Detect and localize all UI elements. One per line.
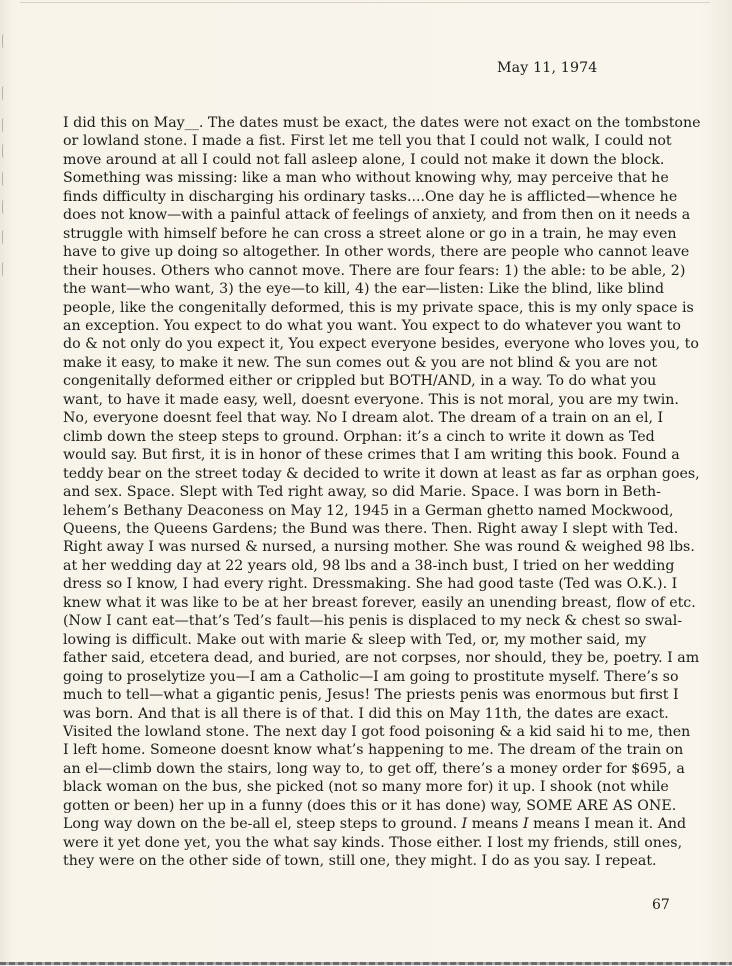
text-line: finds difficulty in discharging his ordinary tasks....One day he is afflicted—whence he [63, 188, 678, 205]
text-line: an el—climb down the stairs, long way to, to get off, there’s a money order for $695, a [63, 760, 685, 777]
text-line: Right away I was nursed & nursed, a nursing mother. She was round & weighed 98 lbs. [63, 539, 695, 556]
text-fragment: means [467, 816, 523, 833]
page-bottom-edge [0, 962, 732, 965]
text-line: Queens, the Queens Gardens; the Bund was there. Then. Right away I slept with Ted. [63, 520, 679, 537]
text-line: want, to have it made easy, well, doesnt everyone. This is not moral, you are my twin. [63, 391, 679, 408]
text-line-italic [63, 815, 687, 833]
text-line: would say. But first, it is in honor of these crimes that I am writing this book. Found a [63, 447, 680, 464]
text-line: I left home. Someone doesnt know what’s happening to me. The dream of the train on [63, 742, 684, 759]
text-line: No, everyone doesnt feel that way. No I dream alot. The dream of a train on an el, I [63, 410, 664, 427]
text-line: have to give up doing so altogether. In other words, there are people who cannot leave [63, 244, 690, 261]
text-line: congenitally deformed either or crippled but BOTH/AND, in a way. To do what you [63, 373, 657, 390]
text-line: or lowland stone. I made a fist. First let me tell you that I could not walk, I could not [63, 133, 672, 150]
text-line: teddy bear on the street today & decided to write it down at least as far as orphan goes, [63, 465, 700, 482]
text-line: black woman on the bus, she picked (not so many more for) it up. I shook (not while [63, 779, 669, 796]
page-number: 67 [652, 897, 670, 913]
text-line: knew what it was like to be at her breast forever, easily an unending breast, flow of etc. [63, 594, 696, 611]
text-fragment: Long way down on the be-all el, steep steps to ground. [63, 816, 462, 833]
text-line: make it easy, to make it new. The sun comes out & you are not blind & you are not [63, 354, 658, 371]
text-line: Visited the lowland stone. The next day I got food poisoning & a kid said hi to me, then [63, 723, 691, 740]
text-line: much to tell—what a gigantic penis, Jesus! The priests penis was enormous but first I [63, 687, 679, 704]
text-line: father said, etcetera dead, and buried, are not corpses, nor should, they be, poetry. I am [63, 650, 700, 667]
body-text [63, 114, 701, 871]
text-line: was born. And that is all there is of that. I did this on May 11th, the dates are exact. [63, 705, 669, 722]
text-line: gotten or been) her up in a funny (does this or it has done) way, SOME ARE AS ONE. [63, 797, 677, 814]
text-line: the want—who want, 3) the eye—to kill, 4) the ear—listen: Like the blind, like blind [63, 281, 665, 298]
text-line: lehem’s Bethany Deaconess on May 12, 1945 in a German ghetto named Mockwood, [63, 502, 674, 519]
italic-pronoun: I [461, 816, 468, 833]
text-line: their houses. Others who cannot move. There are four fears: 1) the able: to be able, 2) [63, 262, 686, 279]
text-line: move around at all I could not fall asleep alone, I could not make it down the block. [63, 151, 665, 168]
italic-pronoun: I [522, 816, 529, 833]
binding-margin-marks [0, 20, 10, 920]
text-line: and sex. Space. Slept with Ted right away, so did Marie. Space. I was born in Beth- [63, 484, 661, 501]
text-line: climb down the steep steps to ground. Orphan: it’s a cinch to write it down as Ted [63, 428, 655, 445]
text-line: were it yet done yet, you the what say kinds. Those either. I lost my friends, still ones, [63, 834, 683, 851]
text-line: they were on the other side of town, still one, they might. I do as you say. I repeat. [63, 853, 657, 870]
text-fragment: means I mean it. And [528, 816, 687, 833]
page-top-edge [20, 2, 710, 3]
text-line: at her wedding day at 22 years old, 98 lbs and a 38-inch bust, I tried on her wedding [63, 557, 675, 574]
text-line: struggle with himself before he can cross a street alone or go in a train, he may even [63, 225, 677, 242]
text-line: lowing is difficult. Make out with marie & sleep with Ted, or, my mother said, my [63, 631, 647, 648]
text-line: do & not only do you expect it, You expect everyone besides, everyone who loves you, to [63, 336, 699, 353]
text-line: Something was missing: like a man who without knowing why, may perceive that he [63, 170, 669, 187]
entry-date: May 11, 1974 [497, 60, 598, 76]
text-line: an exception. You expect to do what you want. You expect to do whatever you want to [63, 317, 681, 334]
text-line: (Now I cant eat—that’s Ted’s fault—his penis is displaced to my neck & chest so swal- [63, 613, 683, 630]
text-line: dress so I know, I had every right. Dressmaking. She had good taste (Ted was O.K.). I [63, 576, 678, 593]
text-line: people, like the congenitally deformed, this is my private space, this is my only space is [63, 299, 694, 316]
text-line: going to proselytize you—I am a Catholic—I am going to prostitute myself. There’s so [63, 668, 679, 685]
text-line: does not know—with a painful attack of feelings of anxiety, and from then on it needs a [63, 207, 691, 224]
text-line: I did this on May__. The dates must be exact, the dates were not exact on the tombstone [63, 115, 701, 131]
